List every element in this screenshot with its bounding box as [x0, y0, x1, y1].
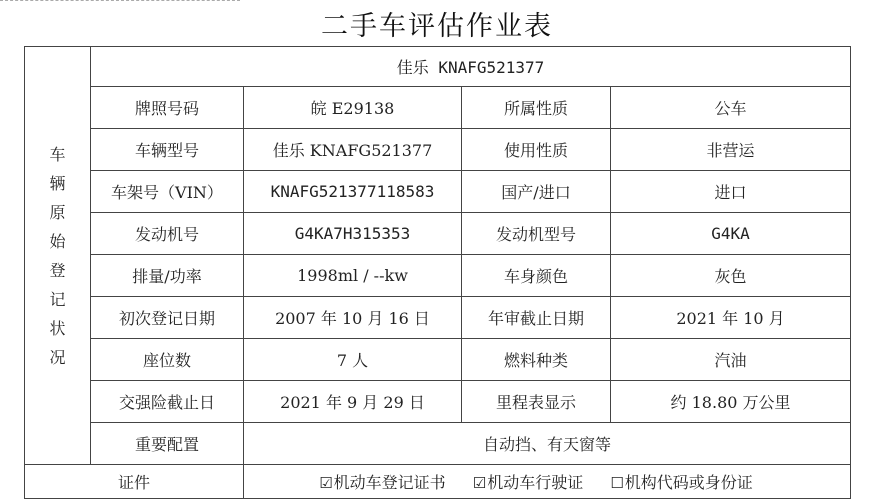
table-row — [25, 129, 851, 171]
table-row — [25, 255, 851, 297]
config-row — [25, 423, 851, 465]
field-value: 1998ml / --kw — [244, 255, 462, 297]
side-label-vehicle-registration: 车 辆 原 始 登 记 状 况 — [25, 47, 91, 465]
field-value: 7 人 — [244, 339, 462, 381]
field-label: 年审截止日期 — [462, 297, 611, 339]
field-value: G4KA7H315353 — [244, 213, 462, 255]
field-label: 初次登记日期 — [91, 297, 244, 339]
table-row — [25, 87, 851, 129]
config-label: 重要配置 — [91, 423, 244, 465]
field-value: 2021 年 10 月 — [611, 297, 851, 339]
checkbox-checked-icon: ☑ — [319, 474, 333, 492]
field-value: G4KA — [611, 213, 851, 255]
field-value: 2021 年 9 月 29 日 — [244, 381, 462, 423]
documents-row — [25, 465, 851, 499]
field-value: 佳乐 KNAFG521377 — [244, 129, 462, 171]
field-label: 车身颜色 — [462, 255, 611, 297]
documents-checklist — [244, 465, 851, 499]
table-row — [25, 213, 851, 255]
field-label: 国产/进口 — [462, 171, 611, 213]
doc-driving-license: ☑机动车行驶证 — [472, 473, 584, 492]
field-value: 非营运 — [611, 129, 851, 171]
field-label: 所属性质 — [462, 87, 611, 129]
field-label: 排量/功率 — [91, 255, 244, 297]
table-row — [25, 171, 851, 213]
checkbox-checked-icon: ☑ — [472, 474, 487, 492]
field-value: 2007 年 10 月 16 日 — [244, 297, 462, 339]
doc-registration-cert: ☑机动车登记证书 — [319, 473, 446, 492]
table-row — [25, 339, 851, 381]
field-label: 车辆型号 — [91, 129, 244, 171]
config-value: 自动挡、有天窗等 — [244, 423, 851, 465]
page-title: 二手车评估作业表 — [321, 11, 553, 42]
field-label: 发动机型号 — [462, 213, 611, 255]
field-label: 使用性质 — [462, 129, 611, 171]
field-label: 座位数 — [91, 339, 244, 381]
table-row — [25, 381, 851, 423]
field-value: 灰色 — [611, 255, 851, 297]
vehicle-header-row — [25, 47, 851, 87]
appraisal-table — [24, 46, 851, 499]
field-value: 约 18.80 万公里 — [611, 381, 851, 423]
vehicle-model-header: 佳乐 KNAFG521377 — [91, 47, 851, 87]
documents-label: 证件 — [25, 465, 244, 499]
field-label: 牌照号码 — [91, 87, 244, 129]
table-row — [25, 297, 851, 339]
field-value: 皖 E29138 — [244, 87, 462, 129]
field-label: 里程表显示 — [462, 381, 611, 423]
checkbox-unchecked-icon: ☐ — [610, 474, 624, 492]
scan-edge-mark — [0, 0, 240, 3]
field-value: 汽油 — [611, 339, 851, 381]
field-value: 进口 — [611, 171, 851, 213]
doc-org-code-or-id: ☐机构代码或身份证 — [610, 473, 753, 492]
field-label: 燃料种类 — [462, 339, 611, 381]
field-label: 发动机号 — [91, 213, 244, 255]
field-value: KNAFG521377118583 — [244, 171, 462, 213]
field-label: 车架号（VIN） — [91, 171, 244, 213]
field-value: 公车 — [611, 87, 851, 129]
field-label: 交强险截止日 — [91, 381, 244, 423]
